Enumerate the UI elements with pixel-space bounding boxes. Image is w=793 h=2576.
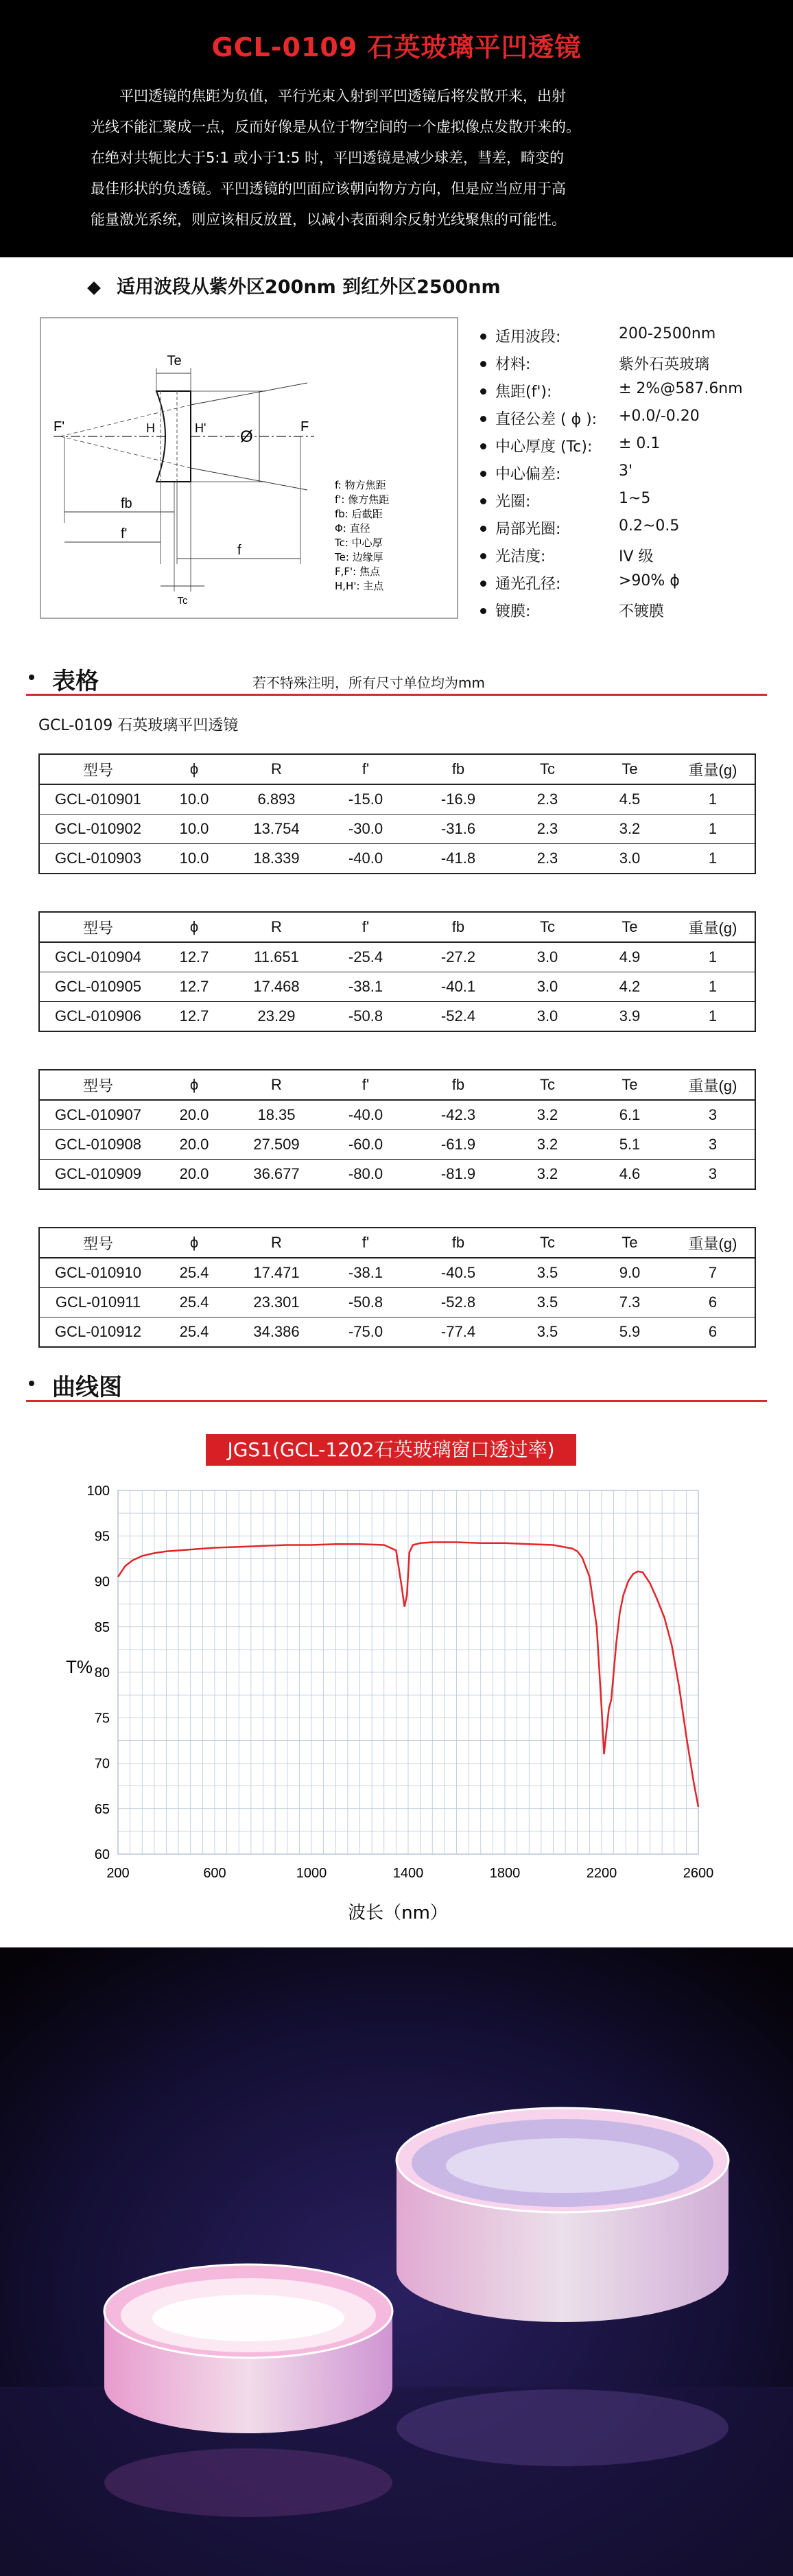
col-header: Tc: [506, 912, 589, 942]
col-header: 重量(g): [671, 1228, 755, 1258]
col-header: ϕ: [156, 1070, 232, 1100]
curve-section-title: 曲线图: [52, 1374, 122, 1401]
cell: -50.8: [348, 1007, 383, 1024]
curve-section-header: [26, 1368, 767, 1402]
cell: 1: [671, 942, 755, 972]
cell: 12.7: [156, 942, 232, 972]
cell: 3.2: [589, 815, 671, 844]
cell: 3.0: [536, 1007, 558, 1024]
cell: -60.0: [321, 1130, 410, 1160]
cell: 25.4: [156, 1258, 232, 1288]
table-row: [39, 815, 755, 844]
cell: 25.4: [179, 1323, 209, 1340]
intro-text: [91, 81, 708, 235]
bullet-icon: [480, 498, 486, 504]
label-fb: fb: [121, 496, 132, 511]
cell: 3.9: [619, 1007, 641, 1024]
spec-row: [480, 435, 775, 462]
table-caption: GCL-0109 石英玻璃平凹透镜: [38, 717, 239, 734]
spec-value: 200-2500nm: [619, 325, 716, 342]
cell: GCL-010905: [39, 972, 156, 1002]
col-header: Tc: [506, 1070, 589, 1100]
x-tick-label: 2200: [586, 1866, 617, 1881]
label-f-focus: F: [300, 419, 309, 434]
label-tc: Tc: [177, 595, 188, 607]
cell: 3.5: [506, 1288, 589, 1318]
table-row: [39, 1318, 755, 1348]
cell: GCL-010910: [39, 1258, 156, 1288]
spec-value: 紫外石英玻璃: [619, 356, 710, 373]
y-tick-label: 90: [94, 1574, 110, 1590]
cell: 3: [671, 1130, 755, 1160]
col-header: f': [321, 754, 410, 784]
table-row: [39, 1160, 755, 1190]
cell: 23.29: [257, 1007, 296, 1024]
legend-item: F,F': 焦点: [335, 565, 380, 578]
spec-row: [480, 517, 775, 545]
cell: 7.3: [589, 1288, 671, 1318]
y-tick-label: 85: [94, 1619, 110, 1635]
spec-row: [480, 325, 775, 353]
cell: -40.0: [321, 1100, 410, 1130]
lens-photo: [0, 1947, 793, 2576]
cell: 23.301: [232, 1288, 321, 1318]
units-note: 若不特殊注明，所有尺寸单位均为mm: [252, 675, 485, 691]
intro-line: 光线不能汇聚成一点，反而好像是从位于物空间的一个虚拟像点发散开来的。: [91, 119, 580, 135]
cell: 5.9: [619, 1323, 641, 1340]
legend-item: Tc: 中心厚: [335, 537, 383, 549]
spec-label: 镀膜:: [495, 603, 531, 620]
bullet-icon: [480, 416, 486, 422]
table-section-title: 表格: [52, 668, 99, 695]
col-header: fb: [410, 1070, 506, 1100]
col-header: f': [321, 1070, 410, 1100]
transmission-chart: [41, 1475, 755, 1928]
col-header: Te: [589, 754, 671, 784]
lens-diagram: [40, 317, 458, 619]
col-header: f': [321, 1228, 410, 1258]
cell: 17.468: [232, 972, 321, 1002]
bullet-icon: [480, 581, 486, 587]
cell: 34.386: [253, 1323, 300, 1340]
chart-title: JGS1(GCL-1202石英玻璃窗口透过率): [206, 1434, 576, 1466]
col-header: fb: [410, 754, 506, 784]
label-h-prime: H': [195, 421, 206, 435]
cell: 1: [708, 850, 718, 867]
wavelength-band-text: 适用波段从紫外区200nm 到红外区2500nm: [117, 277, 501, 298]
cell: 6: [671, 1288, 755, 1318]
cell: 6: [708, 1323, 718, 1340]
cell: -42.3: [410, 1100, 506, 1130]
legend-item: f': 像方焦距: [335, 493, 390, 506]
table-row: [39, 1002, 755, 1032]
cell: 10.0: [156, 784, 232, 815]
cell: 3.5: [536, 1323, 558, 1340]
spec-value: ± 0.1: [619, 435, 661, 452]
y-tick-label: 70: [94, 1756, 110, 1772]
legend-item: f: 物方焦距: [335, 479, 386, 491]
intro-line: 在绝对共轭比大于5:1 或小于1:5 时，平凹透镜是减少球差，彗差，畸变的: [91, 150, 564, 166]
legend-item: Te: 边缘厚: [335, 551, 383, 563]
diamond-bullet-icon: [87, 281, 101, 295]
label-f: f: [237, 543, 241, 558]
cell: -61.9: [410, 1130, 506, 1160]
label-phi: Ø: [240, 428, 253, 446]
col-header: 型号: [39, 1228, 156, 1258]
table-row: [39, 1130, 755, 1160]
cell: 4.6: [619, 1165, 641, 1182]
cell: -77.4: [440, 1323, 476, 1340]
cell: -27.2: [410, 942, 506, 972]
spec-value: IV 级: [619, 548, 654, 565]
spec-label: 光洁度:: [495, 548, 546, 565]
cell: 20.0: [156, 1130, 232, 1160]
spec-row: [480, 545, 775, 572]
dot-icon: [29, 1381, 34, 1386]
cell: 3.2: [506, 1130, 589, 1160]
spec-value: >90% ϕ: [619, 572, 680, 589]
bullet-icon: [480, 608, 486, 614]
bullet-icon: [480, 471, 486, 477]
spec-row: [480, 490, 775, 517]
table-row: [39, 972, 755, 1002]
cell: 13.754: [232, 815, 321, 844]
col-header: 重量(g): [671, 912, 755, 942]
cell: 17.471: [232, 1258, 321, 1288]
cell: 1: [708, 1007, 718, 1024]
cell: -38.1: [321, 1258, 410, 1288]
cell: 1: [671, 784, 755, 815]
spec-value: 3': [619, 462, 633, 480]
cell: 12.7: [156, 972, 232, 1002]
label-te: Te: [167, 353, 182, 368]
cell: 18.339: [253, 850, 300, 867]
cell: 2.3: [506, 784, 589, 815]
spec-row: [480, 462, 775, 490]
cell: GCL-010907: [39, 1100, 156, 1130]
cell: -40.5: [410, 1258, 506, 1288]
spec-table: [38, 911, 756, 1032]
spec-table: [38, 1069, 756, 1190]
y-tick-label: 65: [94, 1801, 110, 1817]
table-header-row: [39, 1228, 755, 1258]
cell: 27.509: [232, 1130, 321, 1160]
col-header: 重量(g): [671, 1070, 755, 1100]
cell: 10.0: [179, 850, 209, 867]
bullet-icon: [480, 361, 486, 367]
cell: -81.9: [440, 1165, 476, 1182]
legend-item: Φ: 直径: [335, 522, 370, 535]
col-header: ϕ: [156, 754, 232, 784]
cell: 3.0: [506, 942, 589, 972]
legend-item: fb: 后截距: [335, 508, 383, 520]
spec-value: ± 2%@587.6nm: [619, 380, 743, 397]
x-tick-label: 2600: [683, 1866, 714, 1881]
cell: GCL-010903: [55, 850, 141, 867]
col-header: 重量(g): [671, 754, 755, 784]
table-row: [39, 1258, 755, 1288]
label-f-prime-focus: F': [54, 419, 65, 434]
cell: -80.0: [348, 1165, 383, 1182]
col-header: R: [232, 754, 321, 784]
cell: 1: [671, 972, 755, 1002]
cell: 6.893: [232, 784, 321, 815]
col-header: R: [232, 1228, 321, 1258]
dot-icon: [29, 675, 34, 680]
spec-label: 中心厚度 (Tc):: [495, 438, 593, 456]
bullet-icon: [480, 443, 486, 449]
large-lens-reflection: [396, 2389, 729, 2466]
spec-row: [480, 380, 775, 408]
spec-row: [480, 572, 775, 600]
cell: 2.3: [506, 815, 589, 844]
cell: -41.8: [440, 850, 476, 867]
cell: -75.0: [348, 1323, 383, 1340]
cell: -40.0: [348, 850, 383, 867]
label-h: H: [146, 421, 155, 435]
spec-value: 0.2~0.5: [619, 517, 680, 535]
col-header: Tc: [506, 1228, 589, 1258]
cell: -38.1: [321, 972, 410, 1002]
col-header: 型号: [39, 1070, 156, 1100]
spec-label: 适用波段:: [495, 329, 561, 346]
cell: GCL-010902: [39, 815, 156, 844]
cell: 9.0: [589, 1258, 671, 1288]
col-header: Te: [589, 1070, 671, 1100]
spec-label: 焦距(f'):: [495, 384, 552, 401]
spec-table: [38, 1227, 756, 1348]
table-header-row: [39, 1070, 755, 1100]
cell: 2.3: [536, 850, 558, 867]
small-lens: [104, 2264, 392, 2433]
cell: 4.5: [589, 784, 671, 815]
cell: 3.2: [506, 1100, 589, 1130]
col-header: Te: [589, 912, 671, 942]
col-header: ϕ: [156, 1228, 232, 1258]
table-row: [39, 942, 755, 972]
col-header: 型号: [39, 754, 156, 784]
wavelength-band-heading: [89, 272, 501, 298]
cell: 11.651: [232, 942, 321, 972]
large-lens: [396, 2108, 729, 2322]
cell: 3: [708, 1165, 718, 1182]
table-row: [39, 1288, 755, 1318]
spec-label: 光圈:: [495, 493, 531, 511]
y-tick-label: 60: [94, 1847, 110, 1862]
bullet-icon: [480, 333, 486, 340]
bullet-icon: [480, 553, 486, 559]
cell: -40.1: [410, 972, 506, 1002]
spec-list: [480, 325, 775, 627]
cell: GCL-010904: [39, 942, 156, 972]
spec-row: [480, 600, 775, 627]
x-tick-label: 1000: [296, 1866, 327, 1881]
intro-line: 能量激光系统，则应该相反放置，以减小表面剩余反射光线聚焦的可能性。: [91, 211, 566, 228]
table-header-row: [39, 754, 755, 784]
spec-value: 不镀膜: [619, 603, 665, 620]
cell: -16.9: [410, 784, 506, 815]
intro-line: 最佳形状的负透镜。平凹透镜的凹面应该朝向物方方向，但是应当应用于高: [91, 180, 566, 197]
spec-label: 通光孔径:: [495, 576, 561, 593]
cell: GCL-010908: [39, 1130, 156, 1160]
cell: 3: [671, 1100, 755, 1130]
cell: 18.35: [232, 1100, 321, 1130]
spec-value: 1~5: [619, 490, 651, 507]
cell: 20.0: [156, 1100, 232, 1130]
cell: 4.2: [589, 972, 671, 1002]
spec-row: [480, 408, 775, 435]
table-row: [39, 784, 755, 815]
cell: 1: [671, 815, 755, 844]
y-tick-label: 100: [86, 1484, 110, 1499]
bullet-icon: [480, 388, 486, 395]
cell: 20.0: [179, 1165, 209, 1182]
spec-value: +0.0/-0.20: [619, 408, 700, 425]
spec-label: 局部光圈:: [495, 521, 561, 538]
col-header: 型号: [39, 912, 156, 942]
cell: -30.0: [321, 815, 410, 844]
y-tick-label: 80: [94, 1665, 110, 1681]
y-tick-label: 75: [94, 1711, 110, 1726]
cell: -15.0: [321, 784, 410, 815]
spec-table: [38, 753, 756, 874]
cell: -52.8: [410, 1288, 506, 1318]
cell: 3.5: [506, 1258, 589, 1288]
cell: -25.4: [321, 942, 410, 972]
spec-label: 材料:: [495, 356, 531, 373]
y-tick-label: 95: [94, 1529, 110, 1545]
cell: GCL-010909: [55, 1165, 141, 1182]
cell: 3.2: [536, 1165, 558, 1182]
col-header: Te: [589, 1228, 671, 1258]
cell: 6.1: [589, 1100, 671, 1130]
cell: 25.4: [156, 1288, 232, 1318]
x-tick-label: 1800: [489, 1866, 521, 1881]
table-header-row: [39, 912, 755, 942]
legend-item: H,H': 主点: [335, 580, 384, 592]
cell: 12.7: [179, 1007, 209, 1024]
cell: -31.6: [410, 815, 506, 844]
x-axis-label: 波长（nm）: [348, 1903, 448, 1923]
col-header: f': [321, 912, 410, 942]
header-banner: [0, 0, 793, 257]
cell: 4.9: [589, 942, 671, 972]
cell: GCL-010906: [55, 1007, 141, 1024]
cell: GCL-010911: [39, 1288, 156, 1318]
cell: 3.0: [619, 850, 641, 867]
cell: 7: [671, 1258, 755, 1288]
cell: 3.0: [506, 972, 589, 1002]
table-section-header: [26, 662, 767, 696]
col-header: fb: [410, 1228, 506, 1258]
spec-label: 中心偏差:: [495, 466, 561, 483]
cell: -50.8: [321, 1288, 410, 1318]
label-f-prime: f': [121, 526, 128, 541]
spec-row: [480, 353, 775, 380]
intro-line: 平凹透镜的焦距为负值，平行光束入射到平凹透镜后将发散开来，出射: [119, 88, 566, 104]
diagram-frame: [40, 318, 458, 618]
table-row: [39, 1100, 755, 1130]
cell: GCL-010912: [55, 1323, 141, 1340]
bullet-icon: [480, 526, 486, 532]
table-row: [39, 844, 755, 874]
col-header: Tc: [506, 754, 589, 784]
x-tick-label: 1400: [392, 1866, 424, 1881]
y-axis-label: T%: [66, 1656, 93, 1677]
cell: 5.1: [589, 1130, 671, 1160]
col-header: ϕ: [156, 912, 232, 942]
chart-grid: [118, 1490, 698, 1854]
cell: -52.4: [440, 1007, 476, 1024]
x-tick-label: 200: [106, 1866, 130, 1881]
col-header: R: [232, 1070, 321, 1100]
spec-label: 直径公差 ( ϕ ):: [495, 411, 597, 428]
small-lens-reflection: [104, 2448, 392, 2517]
x-tick-labels: [106, 1866, 713, 1881]
col-header: fb: [410, 912, 506, 942]
x-tick-label: 600: [203, 1866, 226, 1881]
cell: 10.0: [156, 815, 232, 844]
page-title: GCL-0109 石英玻璃平凹透镜: [211, 32, 582, 62]
cell: 36.677: [253, 1165, 300, 1182]
cell: GCL-010901: [39, 784, 156, 815]
col-header: R: [232, 912, 321, 942]
